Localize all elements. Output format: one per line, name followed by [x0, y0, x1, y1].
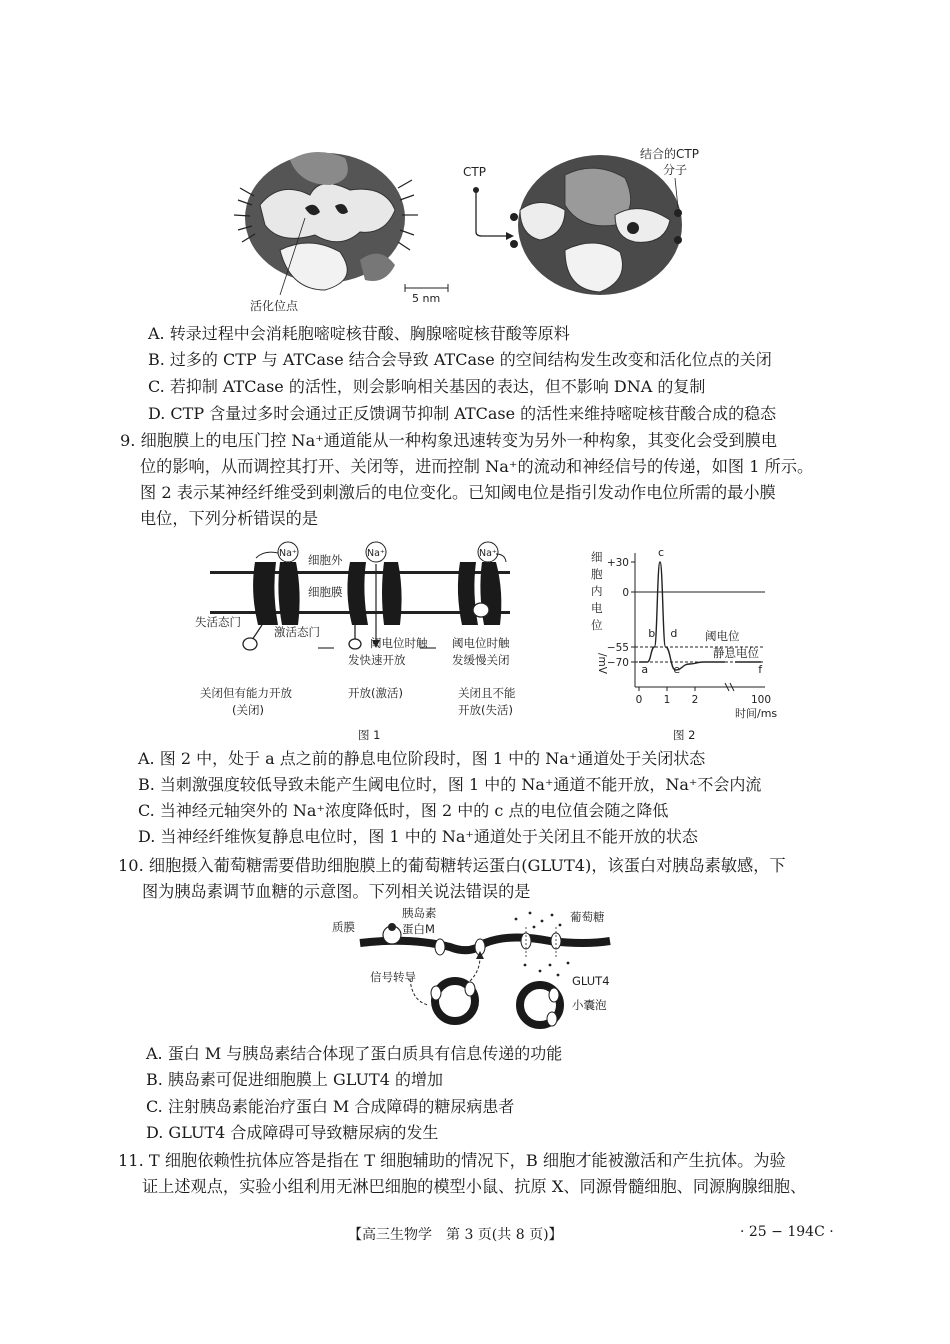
ion-label-2: Na⁺ [367, 548, 385, 559]
fig2-point-d: d [670, 627, 678, 640]
q10-stem [118, 853, 786, 905]
enzyme-inhibited-image [510, 155, 682, 295]
q9-line-3: 图 2 表示某神经纤维受到刺激后的电位变化。已知阈电位是指引发动作电位所需的最小膜 [140, 483, 776, 502]
insulin-glut4-figure [330, 905, 630, 1035]
q8-option-b: B. 过多的 CTP 与 ATCase 结合会导致 ATCase 的空间结构发生改变和活化位点的关闭 [148, 350, 772, 369]
fig2-ylabel-char: 胞 [591, 567, 603, 581]
q10-option-d: D. GLUT4 合成障碍可导致糖尿病的发生 [146, 1123, 439, 1142]
label-glucose: 葡萄糖 [570, 910, 605, 924]
q9-option-b: B. 当刺激强度较低导致未能产生阈电位时，图 1 中的 Na⁺通道不能开放，Na⁺不会内流 [138, 775, 762, 794]
fig2-xtick-label: 100 [750, 694, 772, 706]
label-signal: 信号转导 [370, 970, 416, 984]
bound-ctp-label: 结合的CTP [640, 147, 699, 161]
fig2-point-e: e [673, 663, 681, 676]
label-protein-m: 蛋白M [402, 922, 435, 936]
enzyme-active-image [234, 152, 418, 295]
fig2-threshold-label: 阈电位 [705, 629, 740, 643]
ion-label-1: Na⁺ [279, 548, 297, 559]
q9-line-2: 位的影响，从而调控其打开、关闭等，进而控制 Na⁺的流动和神经信号的传递，如图 1 所示。 [140, 457, 814, 476]
q11-stem [118, 1148, 806, 1200]
bound-ctp-label-2: 分子 [663, 163, 688, 177]
q9-option-c: C. 当神经元轴突外的 Na⁺浓度降低时，图 2 中的 c 点的电位值会随之降低 [138, 801, 669, 820]
fig2-ylabel-char: 内 [591, 584, 603, 598]
q10-option-b: B. 胰岛素可促进细胞膜上 GLUT4 的增加 [146, 1070, 443, 1089]
label-mid-note-1: 阈电位时触 [370, 636, 428, 650]
q10-option-a: A. 蛋白 M 与胰岛素结合体现了蛋白质具有信息传递的功能 [146, 1044, 563, 1063]
label-right-note-2: 发缓慢关闭 [452, 653, 510, 667]
fig2-yunit: /mV [596, 653, 608, 674]
fig2-ytick-label: −55 [606, 642, 629, 654]
fig2-xtick-label: 1 [663, 694, 671, 706]
label-plasma-membrane: 质膜 [332, 920, 355, 934]
fig2-ylabel-char: 电 [591, 601, 603, 615]
scale-bar-label: 5 nm [412, 292, 441, 305]
fig2-xtick-label: 0 [635, 694, 643, 706]
figure-1-caption: 图 1 [358, 728, 381, 742]
fig2-point-c: c [658, 546, 665, 559]
q9-option-a: A. 图 2 中，处于 a 点之前的静息电位阶段时，图 1 中的 Na⁺通道处于关闭状态 [138, 749, 706, 768]
fig2-resting-label: 静息电位 [713, 646, 759, 660]
q9-option-d: D. 当神经纤维恢复静息电位时，图 1 中的 Na⁺通道处于关闭且不能开放的状态 [138, 827, 698, 846]
fig2-ticks [607, 557, 771, 706]
fig2-point-f: f [758, 663, 763, 676]
page-footer: 【高三生物学 第 3 页(共 8 页)】 [348, 1227, 563, 1243]
label-membrane: 细胞膜 [308, 585, 343, 599]
ctp-label: CTP [463, 165, 486, 179]
state1-sublabel: (关闭) [232, 703, 264, 717]
q8-option-d: D. CTP 含量过多时会通过正反馈调节抑制 ATCase 的活性来维持嘧啶核苷酸合成的稳态 [148, 404, 777, 423]
fig2-xlabel: 时间/ms [735, 707, 778, 720]
fig2-ylabel [591, 550, 608, 675]
label-right-note-1: 阈电位时触 [452, 636, 510, 650]
q10-line-1: 10. 细胞摄入葡萄糖需要借助细胞膜上的葡萄糖转运蛋白(GLUT4)，该蛋白对胰岛素敏感，下 [118, 856, 786, 875]
state3-label: 关闭且不能 [458, 686, 516, 700]
ion-label-3: Na⁺ [479, 548, 497, 559]
fig2-ytick-label: 0 [622, 587, 629, 599]
q10-option-c: C. 注射胰岛素能治疗蛋白 M 合成障碍的糖尿病患者 [146, 1097, 515, 1116]
fig2-ylabel-char: 位 [591, 618, 603, 632]
q9-line-4: 电位，下列分析错误的是 [140, 509, 319, 528]
label-mid-note-2: 发快速开放 [348, 653, 406, 667]
exam-code: · 25 − 194C · [740, 1224, 834, 1240]
q8-option-a: A. 转录过程中会消耗胞嘧啶核苷酸、胸腺嘧啶核苷酸等原料 [148, 324, 570, 343]
label-activation-gate: 激活态门 [274, 625, 320, 639]
label-insulin: 胰岛素 [402, 906, 437, 920]
label-inactivation-gate: 失活态门 [195, 615, 241, 629]
fig2-xtick-label: 2 [691, 694, 699, 706]
label-outside: 细胞外 [308, 553, 343, 567]
channel-inactivated [458, 542, 506, 625]
fig2-point-a: a [641, 663, 649, 676]
state2-label: 开放(激活) [348, 686, 403, 700]
q8-option-c: C. 若抑制 ATCase 的活性，则会影响相关基因的表达，但不影响 DNA 的复制 [148, 377, 706, 396]
fig2-point-b: b [648, 627, 656, 640]
figure-2-action-potential [585, 545, 785, 745]
label-vesicle: 小囊泡 [572, 998, 607, 1012]
fig2-ytick-label: −70 [606, 657, 629, 669]
q11-line-1: 11. T 细胞依赖性抗体应答是指在 T 细胞辅助的情况下，B 细胞才能被激活和产生抗体。为验 [118, 1151, 786, 1170]
channel-open [347, 542, 401, 649]
state1-label: 关闭但有能力开放 [200, 686, 292, 700]
reaction-arrow-icon [476, 190, 506, 236]
q9-line-1: 9. 细胞膜上的电压门控 Na⁺通道能从一种构象迅速转变为另外一种构象，其变化会受到膜电 [120, 431, 778, 450]
atcase-figure [220, 140, 720, 315]
q11-line-2: 证上述观点，实验小组利用无淋巴细胞的模型小鼠、抗原 X、同源骨髓细胞、同源胸腺细胞、 [142, 1177, 807, 1196]
fig2-ytick-label: +30 [606, 557, 629, 569]
figure-2-caption: 图 2 [673, 728, 696, 742]
figure-1-na-channel [190, 540, 540, 745]
q10-line-2: 图为胰岛素调节血糖的示意图。下列相关说法错误的是 [142, 882, 531, 901]
label-glut4: GLUT4 [572, 974, 610, 988]
fig2-ylabel-char: 细 [591, 550, 603, 564]
active-site-label: 活化位点 [250, 299, 299, 313]
q9-stem [120, 428, 813, 532]
state3-sublabel: 开放(失活) [458, 703, 513, 717]
